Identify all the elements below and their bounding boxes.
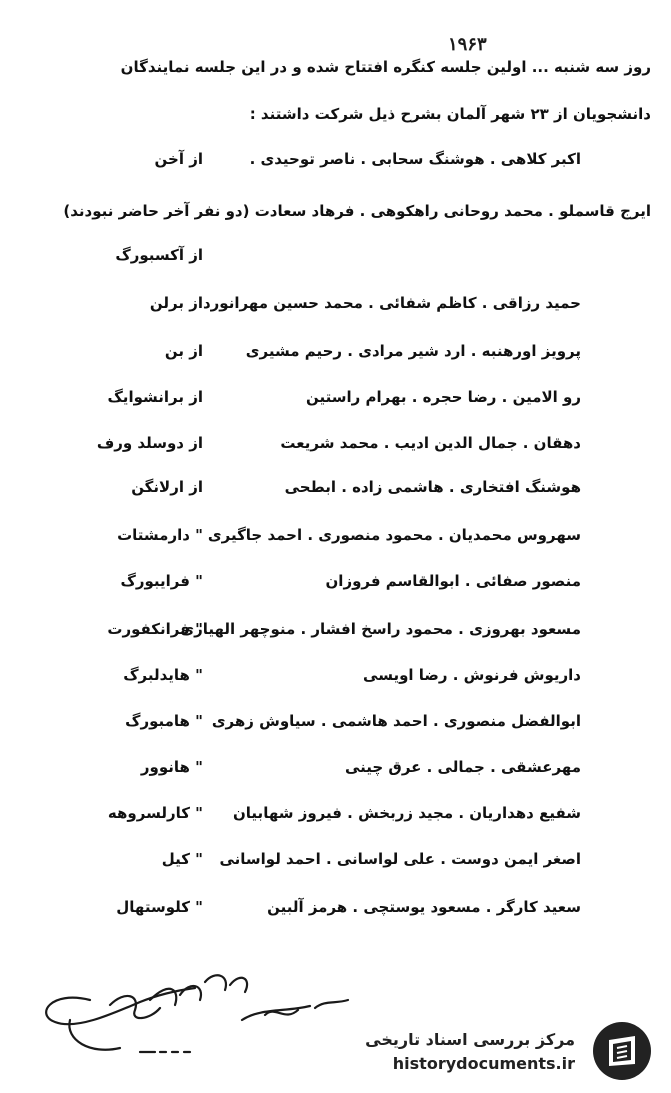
entry-city: " فرانکفورت — [107, 620, 203, 638]
entry-row — [0, 526, 671, 566]
entry-row — [0, 666, 671, 706]
archive-logo-icon — [591, 1020, 653, 1082]
entry-row — [0, 804, 671, 844]
entry-names: پرویز اورهنبه . ارد شیر مرادی . رحیم مشیری — [245, 342, 581, 360]
watermark-text-fa: مرکز بررسی اسناد تاریخی — [365, 1030, 575, 1049]
entry-row — [0, 712, 671, 752]
entry-city: " کارلسروهه — [107, 804, 203, 822]
entry-names: هوشنگ افتخاری . هاشمی زاده . ابطحی — [284, 478, 581, 496]
entry-row — [0, 478, 671, 518]
document-year: ۱۹۶۳ — [448, 34, 487, 55]
entry-city: از بن — [164, 342, 203, 360]
entry-city: از آخن — [154, 150, 203, 168]
entry-names: دهقان . جمال الدین ادیب . محمد شریعت — [280, 434, 581, 452]
entry-city: از برلن — [149, 294, 203, 312]
entry-names: حمید رزاقی . کاظم شفائی . محمد حسین مهرانورد — [202, 294, 581, 312]
entry-row — [0, 898, 671, 938]
entry-row — [0, 572, 671, 612]
entry-row — [0, 388, 671, 428]
entry-names: مسعود بهروزی . محمود راسخ افشار . منوچهر الهیاری — [180, 620, 581, 638]
entry-row — [0, 758, 671, 798]
entry-row — [0, 342, 671, 382]
entry-row — [0, 150, 671, 190]
entry-city: از آکسبورگ — [115, 246, 203, 264]
entry-city: " هایدلبرگ — [123, 666, 203, 684]
entry-names: رو الامین . رضا حجره . بهرام راستین — [306, 388, 581, 406]
intro-line-2: دانشجویان از ۲۳ شهر آلمان بشرح ذیل شرکت داشتند : — [249, 105, 651, 123]
entry-names: اصغر ایمن دوست . علی لواسانی . احمد لواسانی — [219, 850, 581, 868]
entry-city: " کیل — [161, 850, 203, 868]
entry-names: مهرعشقی . جمالی . عرق چینی — [344, 758, 581, 776]
entry-city: " کلوستهال — [116, 898, 203, 916]
entry-names: شفیع دهداریان . مجید زربخش . فیروز شهابیان — [233, 804, 581, 822]
entry-names: سهروس محمدیان . محمود منصوری . احمد جاگیری — [207, 526, 581, 544]
entry-city: " فرایبورگ — [120, 572, 203, 590]
entry-row — [0, 294, 671, 334]
entry-names: اکبر کلاهی . هوشنگ سحابی . ناصر توحیدی . — [249, 150, 581, 168]
handwritten-signature — [30, 960, 360, 1070]
entry-names: منصور صفائی . ابوالقاسم فروزان — [325, 572, 581, 590]
entry-row — [0, 202, 671, 242]
entry-city: " هانوور — [140, 758, 203, 776]
entry-city: از ارلانگن — [131, 478, 203, 496]
entry-city: از برانشوایگ — [107, 388, 203, 406]
entry-row — [0, 850, 671, 890]
entry-row — [0, 620, 671, 660]
watermark — [323, 1018, 653, 1088]
entry-city: از دوسلد ورف — [96, 434, 203, 452]
intro-line-1: روز سه شنبه ... اولین جلسه کنگره افتتاح شده و در این جلسه نمایندگان — [120, 58, 651, 76]
entry-names: داریوش فرنوش . رضا اویسی — [363, 666, 581, 684]
entry-city: " هامبورگ — [125, 712, 203, 730]
entry-names: ابوالفضل منصوری . احمد هاشمی . سیاوش زهری — [211, 712, 581, 730]
entry-names: سعید کارگر . مسعود یوستچی . هرمز آلبین — [267, 898, 581, 916]
entry-city: " دارمشتات — [117, 526, 203, 544]
watermark-text-en: historydocuments.ir — [392, 1054, 575, 1073]
entry-row — [0, 434, 671, 474]
entry-row — [0, 246, 671, 286]
entry-names: ایرج قاسملو . محمد روحانی راهکوهی . فرهاد سعادت (دو نفر آخر حاضر نبودند) — [63, 202, 651, 220]
